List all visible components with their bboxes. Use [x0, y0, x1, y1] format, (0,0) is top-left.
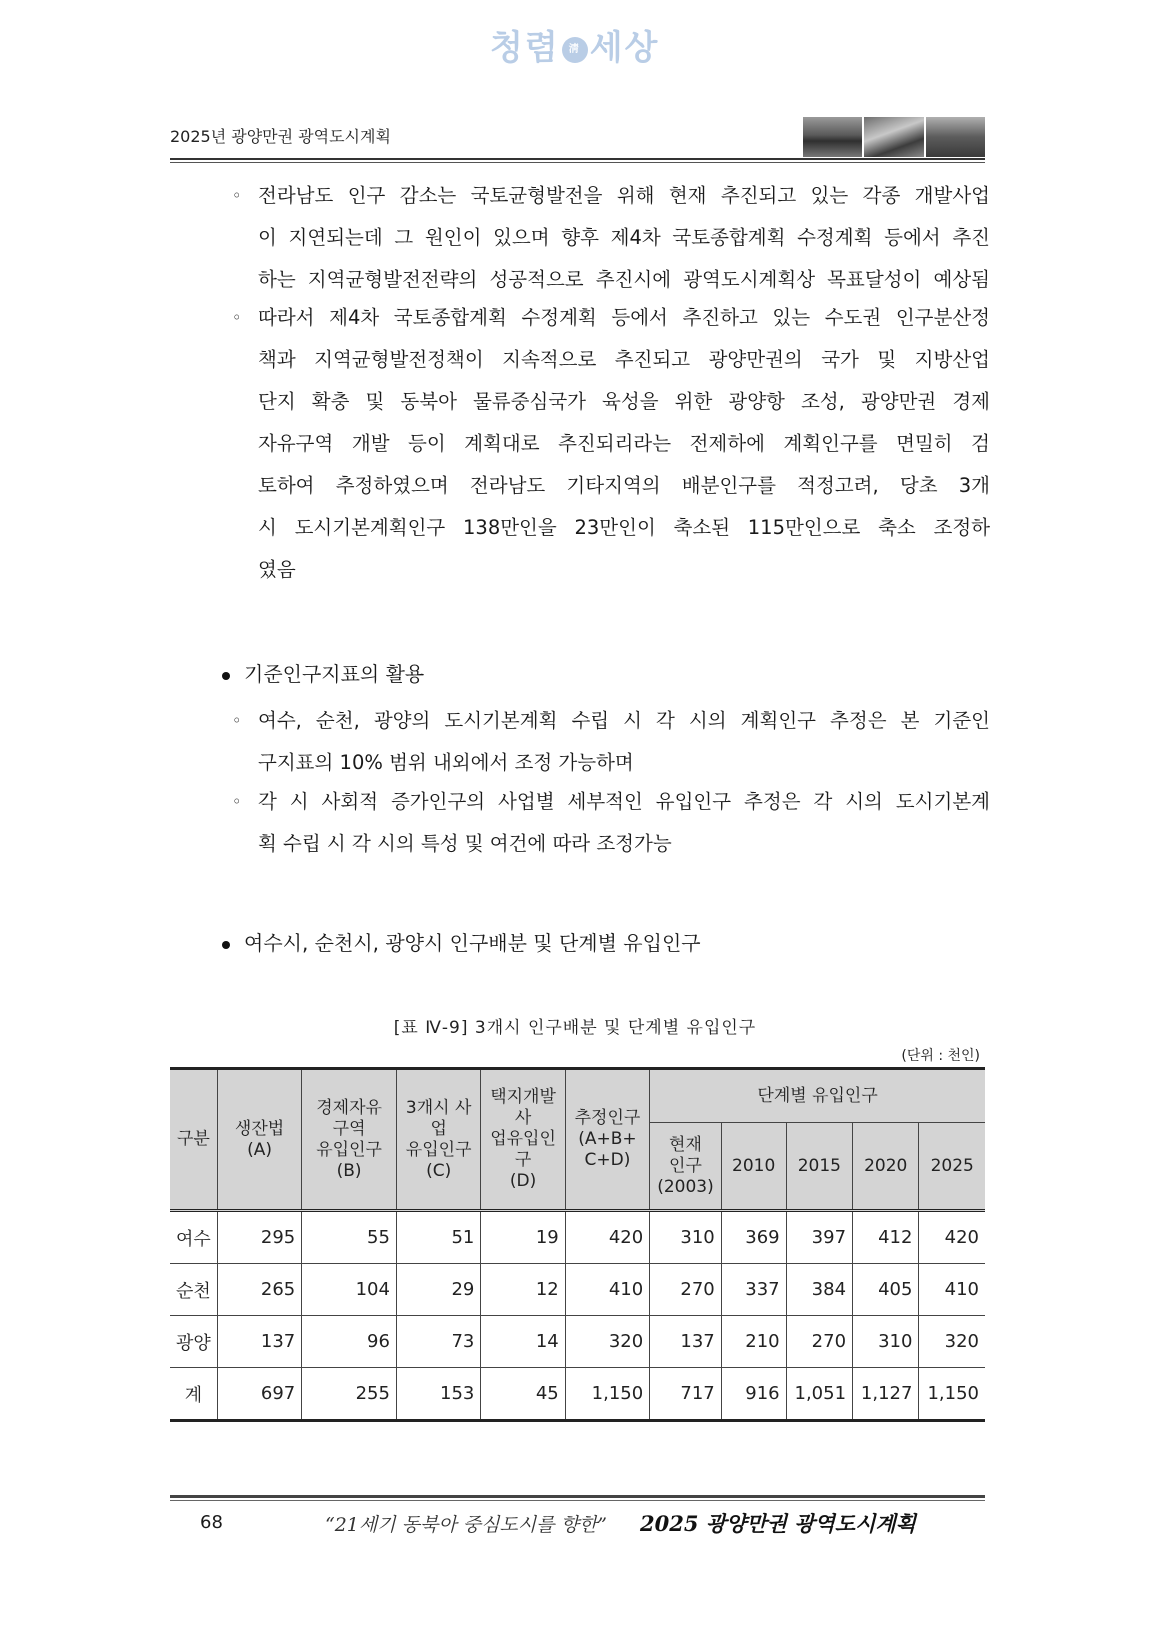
- page-number: 68: [200, 1512, 223, 1533]
- table-cell: 320: [919, 1316, 985, 1368]
- table-cell: 1,127: [853, 1368, 919, 1421]
- header-line: 인구: [669, 1155, 702, 1176]
- paragraph-line: 이 지연되는데 그 원인이 있으며 향후 제4차 국토종합계획 수정계획 등에서 추진: [258, 226, 990, 249]
- paragraph-line: 여수, 순천, 광양의 도시기본계획 수립 시 각 시의 계획인구 추정은 본 기준인: [258, 709, 990, 732]
- table-cell: 12: [481, 1264, 565, 1316]
- table-cell: 310: [853, 1316, 919, 1368]
- row-label: 순천: [170, 1264, 217, 1316]
- table-unit: (단위 : 천인): [901, 1048, 980, 1064]
- header-line: (B): [336, 1160, 362, 1181]
- circle-bullet-icon: ◦: [232, 711, 242, 730]
- header-year: 2015: [786, 1123, 852, 1211]
- table-row: [170, 1264, 985, 1316]
- paragraph-line: 자유구역 개발 등이 계획대로 추진되리라는 전제하에 계획인구를 면밀히 검: [258, 432, 990, 455]
- table-cell: 19: [481, 1211, 565, 1264]
- paragraph-line: 구지표의 10% 범위 내외에서 조정 가능하며: [258, 751, 634, 774]
- header-line: (D): [509, 1171, 537, 1191]
- table-cell: 369: [721, 1211, 786, 1264]
- paragraph-line: 따라서 제4차 국토종합계획 수정계획 등에서 추진하고 있는 수도권 인구분산정: [258, 306, 990, 329]
- table-cell: 295: [217, 1211, 301, 1264]
- header-line: 택지개발사: [490, 1087, 556, 1128]
- paragraph-line: 각 시 사회적 증가인구의 사업별 세부적인 유입인구 추정은 각 시의 도시기본계: [258, 790, 990, 813]
- header-stage: 단계별 유입인구: [650, 1069, 985, 1123]
- table-cell: 397: [786, 1211, 852, 1264]
- footer-slogan: “21세기 동북아 중심도시를 향한”: [325, 1514, 607, 1536]
- footer-divider: [170, 1500, 985, 1501]
- bullet-dot-icon: [222, 941, 230, 949]
- table-caption: [표 Ⅳ-9] 3개시 인구배분 및 단계별 유입인구: [393, 1018, 757, 1038]
- logo-text-left: 청렴: [490, 28, 560, 68]
- table-cell: 265: [217, 1264, 301, 1316]
- table-cell: 73: [396, 1316, 480, 1368]
- header-line: (C): [426, 1160, 452, 1181]
- paragraph-line: 토하여 추정하였으며 전라남도 기타지역의 배분인구를 적정고려, 당초 3개: [258, 474, 990, 497]
- table-cell: 255: [302, 1368, 397, 1421]
- header-photo: [926, 117, 985, 157]
- header-divider: [170, 162, 985, 163]
- paragraph-line: 책과 지역균형발전정책이 지속적으로 추진되고 광양만권의 국가 및 지방산업: [258, 348, 990, 371]
- header-line: 생잔법: [234, 1118, 285, 1139]
- table-row: [170, 1316, 985, 1368]
- paragraph-line: 였음: [258, 558, 296, 581]
- footer-title: 2025 광양만권 광역도시계획: [640, 1511, 916, 1536]
- table-cell: 51: [396, 1211, 480, 1264]
- table-row: [170, 1368, 985, 1421]
- table-cell: 1,150: [565, 1368, 649, 1421]
- globe-icon: [562, 37, 588, 63]
- table-cell: 270: [786, 1316, 852, 1368]
- header-line: 유입인구: [405, 1139, 472, 1160]
- table-row: [170, 1211, 985, 1264]
- table-cell: 137: [217, 1316, 301, 1368]
- paragraph: [258, 175, 990, 301]
- logo-text-right: 세상: [589, 28, 660, 68]
- paragraph: [258, 297, 990, 591]
- table-cell: 210: [721, 1316, 786, 1368]
- circle-bullet-icon: ◦: [232, 792, 242, 811]
- header-e: [565, 1069, 649, 1211]
- paragraph-line: 획 수립 시 각 시의 특성 및 여건에 따라 조정가능: [258, 832, 672, 855]
- header-line: C+D): [584, 1150, 631, 1170]
- section-heading-text: 여수시, 순천시, 광양시 인구배분 및 단계별 유입인구: [244, 931, 701, 955]
- table-cell: 55: [302, 1211, 397, 1264]
- table-cell: 337: [721, 1264, 786, 1316]
- table-cell: 1,051: [786, 1368, 852, 1421]
- header-line: 업유입인구: [490, 1129, 556, 1170]
- table-cell: 153: [396, 1368, 480, 1421]
- paragraph-line: 전라남도 인구 감소는 국토균형발전을 위해 현재 추진되고 있는 각종 개발사업: [258, 184, 990, 207]
- table-cell: 45: [481, 1368, 565, 1421]
- header-photo: [864, 117, 923, 157]
- circle-bullet-icon: ◦: [232, 308, 242, 327]
- header-year: 2010: [721, 1123, 786, 1211]
- header-c: [396, 1069, 480, 1211]
- table-cell: 320: [565, 1316, 649, 1368]
- table-cell: 137: [650, 1316, 722, 1368]
- header-b: [302, 1069, 397, 1211]
- paragraph: [258, 781, 990, 865]
- header-line: (2003): [657, 1176, 714, 1197]
- table-cell: 410: [565, 1264, 649, 1316]
- section-heading: [222, 927, 701, 956]
- circle-bullet-icon: ◦: [232, 186, 242, 205]
- row-label: 광양: [170, 1316, 217, 1368]
- header-divider: [170, 158, 985, 160]
- table-cell: 717: [650, 1368, 722, 1421]
- logo: [490, 20, 660, 72]
- header-line: 유입인구: [316, 1139, 382, 1160]
- footer-divider: [170, 1495, 985, 1498]
- logo-badge: 淸: [568, 44, 581, 55]
- table-cell: 384: [786, 1264, 852, 1316]
- header-gubun: 구분: [170, 1069, 217, 1211]
- table-cell: 96: [302, 1316, 397, 1368]
- header-line: (A): [247, 1139, 272, 1160]
- header-year: 2025: [919, 1123, 985, 1211]
- header-line: 경제자유구역: [316, 1097, 382, 1139]
- table-cell: 420: [565, 1211, 649, 1264]
- header-photo: [803, 117, 862, 157]
- header-line: 3개시 사업: [405, 1097, 472, 1139]
- header-d: [481, 1069, 565, 1211]
- document-title: 2025년 광양만권 광역도시계획: [170, 127, 391, 146]
- table-cell: 405: [853, 1264, 919, 1316]
- header-line: 현재: [669, 1134, 702, 1155]
- section-heading-text: 기준인구지표의 활용: [244, 662, 425, 686]
- table-cell: 412: [853, 1211, 919, 1264]
- table-cell: 916: [721, 1368, 786, 1421]
- paragraph: [258, 700, 990, 784]
- section-heading: [222, 658, 424, 687]
- table-cell: 1,150: [919, 1368, 985, 1421]
- row-label: 여수: [170, 1211, 217, 1264]
- table-cell: 410: [919, 1264, 985, 1316]
- table-cell: 270: [650, 1264, 722, 1316]
- paragraph-line: 시 도시기본계획인구 138만인을 23만인이 축소된 115만인으로 축소 조정하: [258, 516, 990, 539]
- table-cell: 104: [302, 1264, 397, 1316]
- paragraph-line: 단지 확충 및 동북아 물류중심국가 육성을 위한 광양항 조성, 광양만권 경제: [258, 390, 990, 413]
- table-cell: 697: [217, 1368, 301, 1421]
- table-cell: 420: [919, 1211, 985, 1264]
- population-table: [170, 1067, 985, 1422]
- row-label: 계: [170, 1368, 217, 1421]
- table-cell: 29: [396, 1264, 480, 1316]
- header-line: (A+B+: [578, 1129, 637, 1149]
- header-line: 추정인구: [574, 1108, 641, 1128]
- header-a: [217, 1069, 301, 1211]
- bullet-dot-icon: [222, 672, 230, 680]
- paragraph-line: 하는 지역균형발전전략의 성공적으로 추진시에 광역도시계획상 목표달성이 예상됨: [258, 268, 990, 291]
- table-cell: 14: [481, 1316, 565, 1368]
- table-cell: 310: [650, 1211, 722, 1264]
- header-photo-strip: [803, 117, 985, 157]
- header-year: 2020: [853, 1123, 919, 1211]
- header-current: [650, 1123, 722, 1211]
